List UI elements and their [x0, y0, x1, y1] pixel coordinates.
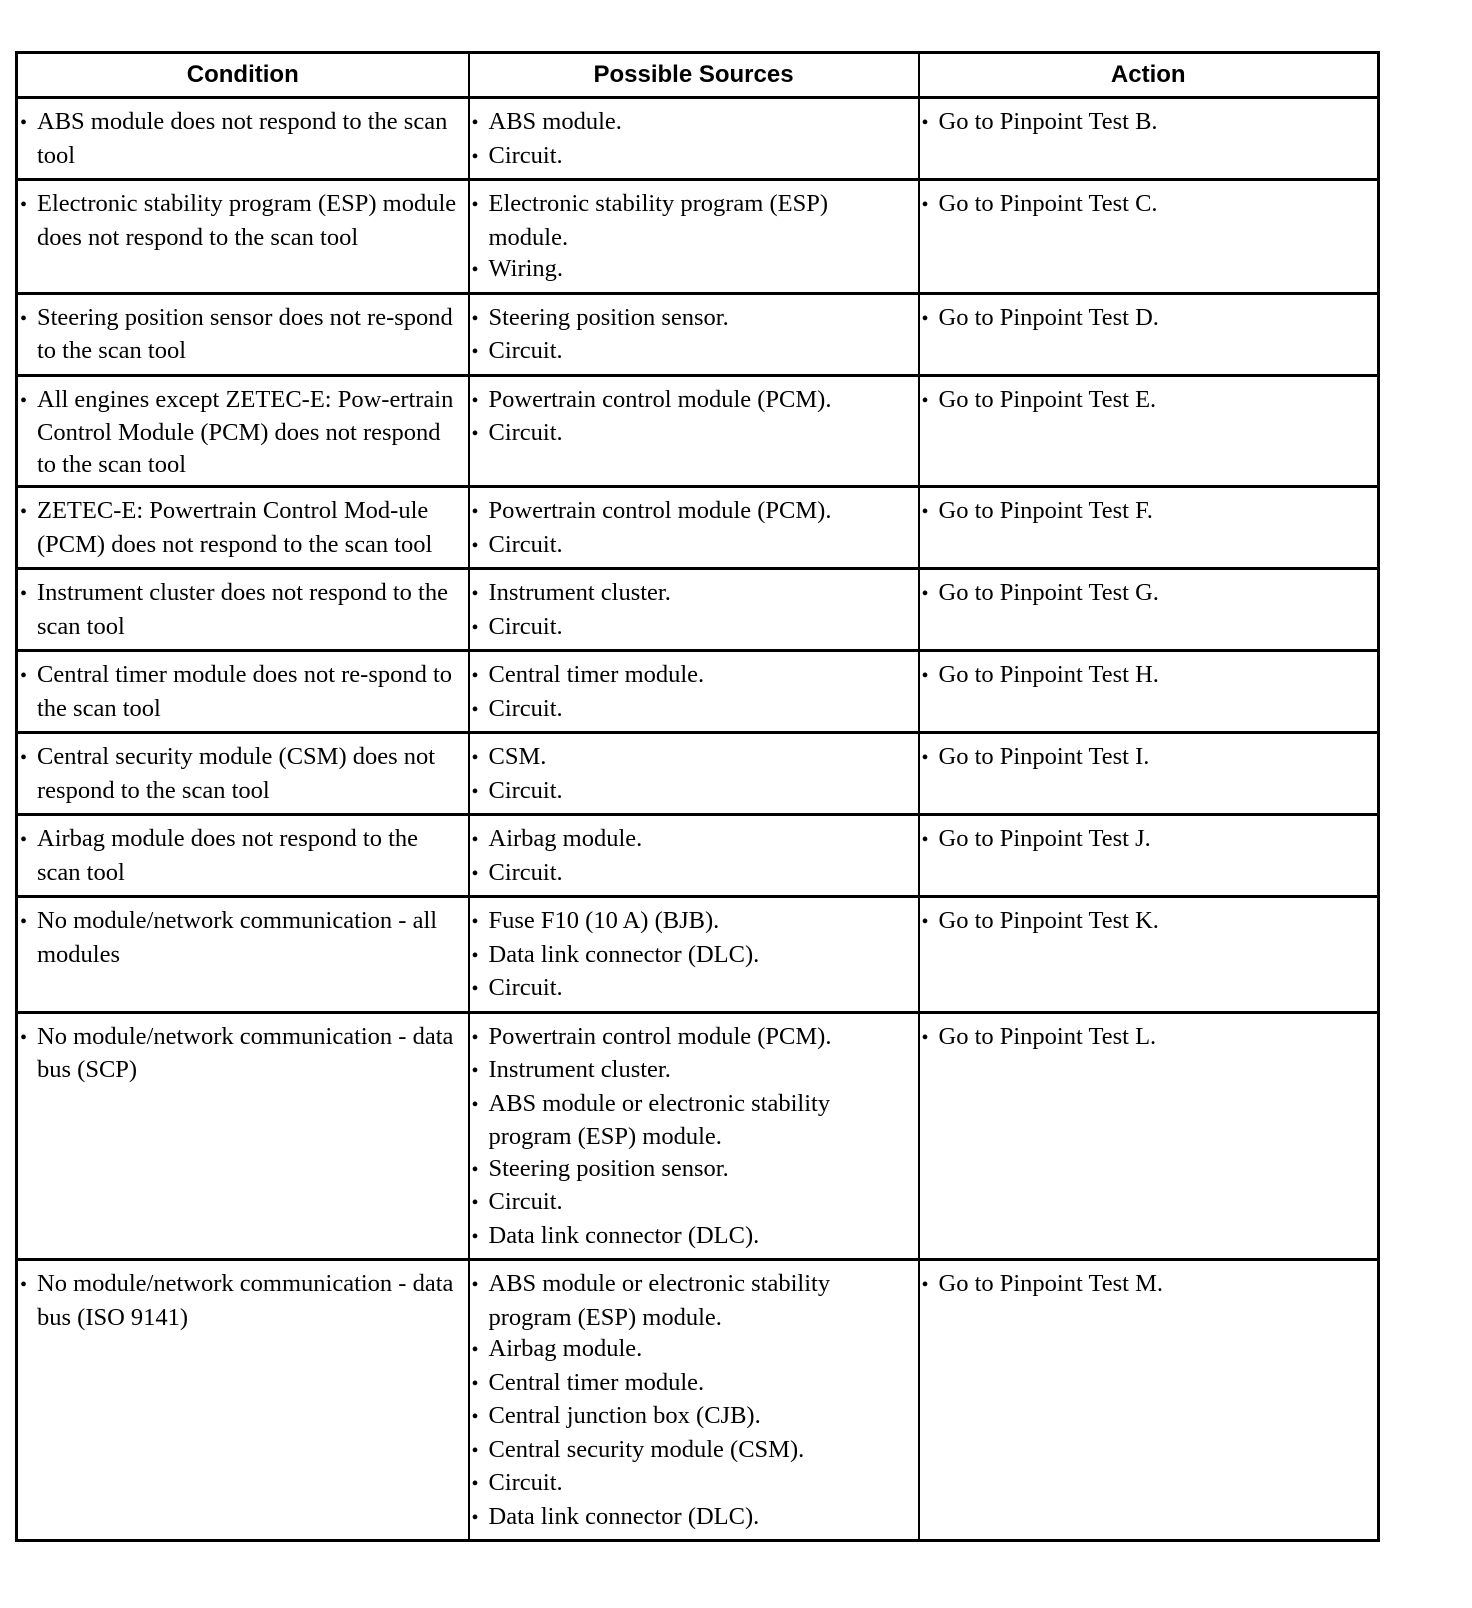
bullet-icon: • [471, 1225, 479, 1248]
condition-cell [17, 293, 469, 375]
condition-cell [17, 180, 469, 294]
list-item [472, 1333, 914, 1367]
bullet-icon: • [20, 194, 28, 216]
list-item [472, 741, 914, 775]
bullet-icon: • [471, 583, 479, 605]
sources-cell [469, 1012, 919, 1260]
list-item-text: ABS module does not respond to the scan tool [37, 108, 448, 169]
list-item-text: Data link connector (DLC). [488, 1221, 760, 1249]
list-item-text: Airbag module. [488, 825, 643, 852]
sources-cell [469, 569, 919, 651]
bullet-icon: • [471, 1060, 479, 1082]
action-cell [919, 897, 1379, 1013]
bullet-icon: • [20, 665, 28, 687]
table-row [17, 375, 1379, 487]
bullet-icon: • [921, 747, 929, 769]
condition-cell [17, 487, 469, 569]
bullet-icon: • [471, 1274, 479, 1296]
list-item-text: Central timer module does not re-spond to the scan tool [37, 661, 453, 722]
list-item [922, 1268, 1374, 1302]
bullet-icon: • [20, 747, 28, 769]
list-item [20, 302, 464, 367]
condition-cell [17, 733, 469, 815]
list-item-text: Instrument cluster does not respond to the scan tool [37, 579, 448, 640]
list-item [922, 495, 1374, 529]
list-item-text: ABS module or electronic stability program (ESP) module. [488, 1089, 831, 1150]
condition-cell [17, 1260, 469, 1541]
condition-cell [17, 1012, 469, 1260]
list-item-text: Steering position sensor. [488, 303, 729, 331]
action-cell [919, 293, 1379, 375]
bullet-icon: • [20, 501, 28, 523]
list-item [922, 106, 1374, 140]
list-item [472, 939, 914, 973]
bullet-icon: • [921, 501, 929, 523]
condition-cell [17, 897, 469, 1013]
list-item [922, 577, 1374, 611]
list-item-text: ABS module. [488, 108, 622, 135]
list-item [922, 1021, 1374, 1055]
list-item [472, 140, 914, 174]
bullet-icon: • [921, 389, 929, 412]
sources-cell [469, 375, 919, 487]
bullet-icon: • [471, 501, 479, 523]
condition-cell [17, 815, 469, 897]
bullet-icon: • [471, 389, 479, 412]
bullet-icon: • [471, 1473, 479, 1495]
bullet-icon: • [471, 944, 479, 967]
bullet-icon: • [471, 1506, 479, 1529]
bullet-icon: • [921, 194, 929, 216]
action-cell [919, 487, 1379, 569]
bullet-icon: • [471, 307, 479, 330]
list-item [20, 495, 464, 560]
list-item-text: Go to Pinpoint Test K. [938, 907, 1159, 934]
bullet-icon: • [471, 1439, 479, 1462]
list-item [472, 384, 914, 418]
list-item-text: Circuit. [488, 419, 563, 446]
action-cell [919, 375, 1379, 487]
condition-cell [17, 651, 469, 733]
bullet-icon: • [471, 616, 479, 639]
bullet-icon: • [471, 1026, 479, 1049]
list-item-text: Circuit. [488, 1469, 563, 1496]
list-item [472, 302, 914, 336]
bullet-icon: • [471, 341, 479, 363]
list-item [472, 1467, 914, 1501]
action-cell [919, 1012, 1379, 1260]
diagnostic-table [15, 51, 1380, 1542]
condition-cell [17, 375, 469, 487]
header-condition: Condition [17, 53, 469, 98]
list-item [472, 529, 914, 563]
list-item [472, 1186, 914, 1220]
list-item-text: Circuit. [488, 694, 563, 722]
list-item [472, 417, 914, 451]
list-item [472, 188, 914, 253]
list-item-text: Go to Pinpoint Test B. [938, 108, 1158, 135]
list-item [472, 611, 914, 645]
list-item-text: Go to Pinpoint Test F. [938, 497, 1153, 524]
list-item-text: No module/network communication - data bus (SCP) [37, 1022, 454, 1083]
list-item-text: Circuit. [488, 141, 563, 169]
sources-cell [469, 815, 919, 897]
list-item-text: Powertrain control module (PCM). [488, 497, 832, 524]
bullet-icon: • [20, 911, 28, 933]
sources-cell [469, 1260, 919, 1541]
list-item-text: Steering position sensor. [488, 1154, 729, 1182]
bullet-icon: • [20, 829, 28, 851]
list-item-text: Powertrain control module (PCM). [488, 1022, 832, 1050]
bullet-icon: • [921, 1274, 929, 1296]
list-item-text: Circuit. [488, 612, 563, 640]
list-item [472, 823, 914, 857]
list-item [472, 1268, 914, 1333]
list-item-text: ABS module or electronic stability program (ESP) module. [488, 1270, 831, 1331]
bullet-icon: • [471, 1093, 479, 1116]
table-row [17, 180, 1379, 294]
list-item [472, 335, 914, 369]
list-item [922, 384, 1374, 418]
bullet-icon: • [471, 1372, 479, 1395]
sources-cell [469, 180, 919, 294]
list-item-text: Circuit. [488, 337, 563, 364]
list-item-text: Go to Pinpoint Test C. [938, 190, 1158, 217]
sources-cell [469, 293, 919, 375]
list-item-text: Go to Pinpoint Test D. [938, 303, 1159, 331]
bullet-icon: • [471, 698, 479, 721]
list-item [472, 1153, 914, 1187]
table-row [17, 293, 1379, 375]
list-item-text: Circuit. [488, 858, 563, 886]
table-row [17, 815, 1379, 897]
list-item [472, 905, 914, 939]
bullet-icon: • [471, 1192, 479, 1214]
list-item-text: Go to Pinpoint Test E. [938, 385, 1157, 413]
list-item [472, 1220, 914, 1254]
list-item-text: Central junction box (CJB). [488, 1402, 761, 1429]
list-item [20, 188, 464, 253]
bullet-icon: • [20, 112, 28, 134]
header-action: Action [919, 53, 1379, 98]
list-item-text: No module/network communication - data bus (ISO 9141) [37, 1270, 454, 1331]
list-item [922, 302, 1374, 336]
list-item [922, 659, 1374, 693]
list-item-text: Circuit. [488, 1188, 563, 1215]
list-item-text: Go to Pinpoint Test I. [938, 743, 1150, 770]
header-possible-sources: Possible Sources [469, 53, 919, 98]
list-item-text: Circuit. [488, 776, 563, 804]
list-item-text: Electronic stability program (ESP) module does not respond to the scan tool [37, 190, 457, 251]
list-item-text: Go to Pinpoint Test G. [938, 579, 1159, 606]
bullet-icon: • [20, 1026, 28, 1049]
list-item [472, 1367, 914, 1401]
list-item [472, 693, 914, 727]
bullet-icon: • [20, 1274, 28, 1296]
list-item [20, 384, 464, 481]
bullet-icon: • [471, 194, 479, 216]
bullet-icon: • [471, 978, 479, 1000]
list-item-text: Data link connector (DLC). [488, 940, 760, 968]
list-item [472, 577, 914, 611]
list-item-text: Electronic stability program (ESP) module. [488, 190, 829, 251]
list-item [20, 905, 464, 970]
bullet-icon: • [20, 583, 28, 605]
list-item-text: Central timer module. [488, 661, 705, 688]
list-item-text: Go to Pinpoint Test L. [938, 1022, 1157, 1050]
list-item [922, 188, 1374, 222]
bullet-icon: • [921, 829, 929, 851]
bullet-icon: • [921, 1026, 929, 1049]
list-item [472, 659, 914, 693]
list-item-text: All engines except ZETEC-E: Pow-ertrain Control Module (PCM) does not respond to the scan tool [37, 385, 454, 478]
action-cell [919, 1260, 1379, 1541]
header-row [17, 53, 1379, 98]
bullet-icon: • [471, 862, 479, 885]
list-item [472, 1021, 914, 1055]
list-item-text: Airbag module. [488, 1335, 643, 1362]
condition-cell [17, 98, 469, 180]
list-item-text: Steering position sensor does not re-spond to the scan tool [37, 303, 453, 364]
list-item-text: Instrument cluster. [488, 579, 671, 606]
list-item-text: ZETEC-E: Powertrain Control Mod-ule (PCM) does not respond to the scan tool [37, 497, 433, 558]
list-item [472, 857, 914, 891]
bullet-icon: • [471, 911, 479, 933]
sources-cell [469, 897, 919, 1013]
table-row [17, 1012, 1379, 1260]
action-cell [919, 98, 1379, 180]
sources-cell [469, 733, 919, 815]
action-cell [919, 815, 1379, 897]
action-cell [919, 733, 1379, 815]
bullet-icon: • [921, 583, 929, 605]
list-item-text: Fuse F10 (10 A) (BJB). [488, 907, 720, 934]
list-item [472, 1434, 914, 1468]
list-item [472, 775, 914, 809]
action-cell [919, 651, 1379, 733]
list-item-text: Airbag module does not respond to the scan tool [37, 825, 419, 886]
list-item [922, 823, 1374, 857]
list-item [20, 1268, 464, 1333]
list-item-text: Circuit. [488, 530, 563, 558]
list-item [20, 577, 464, 642]
list-item [472, 495, 914, 529]
sources-cell [469, 487, 919, 569]
bullet-icon: • [471, 747, 479, 769]
list-item-text: CSM. [488, 743, 547, 770]
list-item-text: Instrument cluster. [488, 1056, 671, 1083]
action-cell [919, 180, 1379, 294]
bullet-icon: • [471, 145, 479, 168]
table-row [17, 1260, 1379, 1541]
bullet-icon: • [471, 534, 479, 557]
list-item [472, 972, 914, 1006]
bullet-icon: • [471, 112, 479, 134]
list-item-text: Go to Pinpoint Test J. [938, 825, 1151, 852]
bullet-icon: • [471, 423, 479, 445]
table-row [17, 569, 1379, 651]
bullet-icon: • [921, 307, 929, 330]
list-item [472, 1088, 914, 1153]
list-item [20, 106, 464, 171]
table-row [17, 98, 1379, 180]
list-item [922, 741, 1374, 775]
list-item [472, 106, 914, 140]
bullet-icon: • [921, 911, 929, 933]
list-item-text: Data link connector (DLC). [488, 1502, 760, 1530]
table-row [17, 733, 1379, 815]
bullet-icon: • [471, 259, 479, 281]
bullet-icon: • [921, 665, 929, 687]
list-item [472, 1054, 914, 1088]
bullet-icon: • [921, 112, 929, 134]
bullet-icon: • [471, 780, 479, 803]
table-row [17, 487, 1379, 569]
bullet-icon: • [471, 1158, 479, 1181]
sources-cell [469, 651, 919, 733]
list-item-text: Central security module (CSM) does not respond to the scan tool [37, 743, 436, 804]
list-item [20, 1021, 464, 1086]
bullet-icon: • [20, 389, 28, 412]
table-row [17, 897, 1379, 1013]
list-item-text: Powertrain control module (PCM). [488, 385, 832, 413]
list-item-text: Central timer module. [488, 1368, 705, 1396]
bullet-icon: • [20, 307, 28, 330]
list-item [922, 905, 1374, 939]
bullet-icon: • [471, 829, 479, 851]
list-item-text: No module/network communication - all modules [37, 907, 438, 968]
bullet-icon: • [471, 665, 479, 687]
sources-cell [469, 98, 919, 180]
list-item [20, 659, 464, 724]
list-item-text: Go to Pinpoint Test M. [938, 1270, 1163, 1297]
bullet-icon: • [471, 1339, 479, 1361]
list-item [20, 741, 464, 806]
condition-cell [17, 569, 469, 651]
list-item [472, 1400, 914, 1434]
list-item [472, 253, 914, 287]
bullet-icon: • [471, 1406, 479, 1428]
list-item-text: Central security module (CSM). [488, 1435, 805, 1463]
list-item [472, 1501, 914, 1535]
table-row [17, 651, 1379, 733]
list-item [20, 823, 464, 888]
action-cell [919, 569, 1379, 651]
list-item-text: Wiring. [488, 255, 564, 282]
list-item-text: Circuit. [488, 974, 563, 1001]
list-item-text: Go to Pinpoint Test H. [938, 661, 1159, 688]
